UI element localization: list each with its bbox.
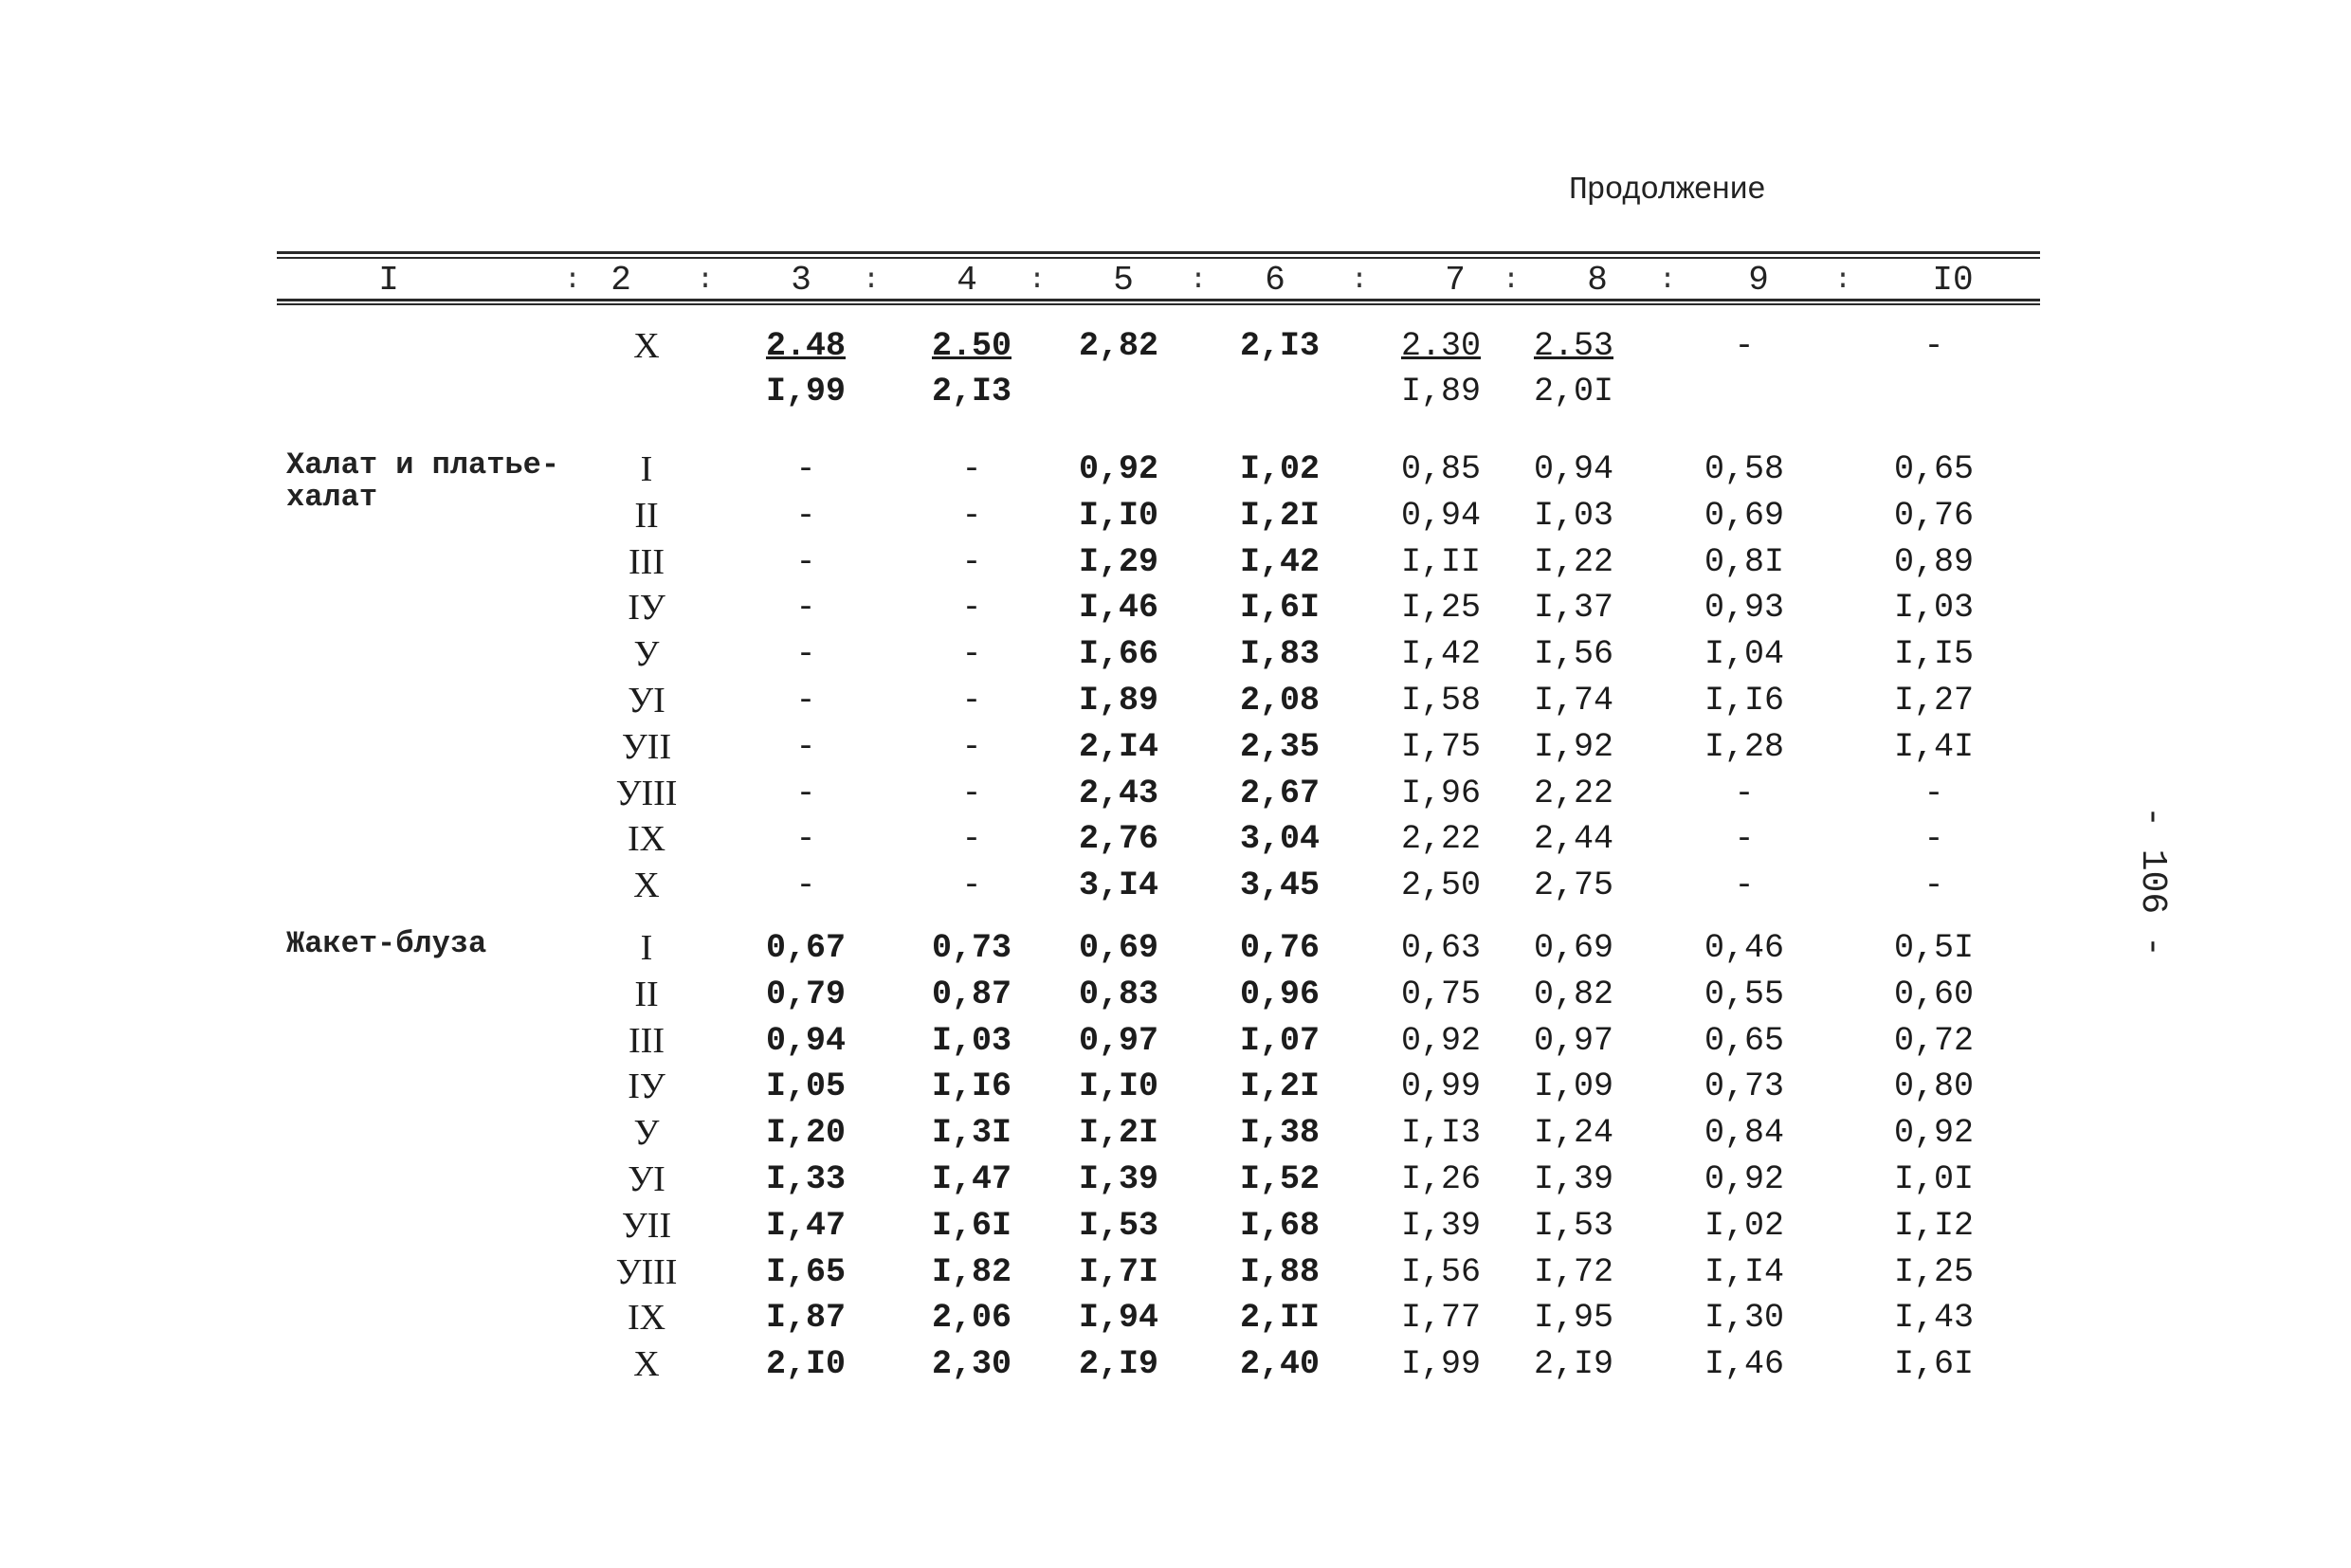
table-cell: 2,I4 [1078, 728, 1158, 766]
table-cell: 3,45 [1239, 866, 1320, 904]
table-cell: 2,06 [931, 1299, 1011, 1337]
table-cell: 0,84 [1704, 1114, 1784, 1152]
table-cell: I,20 [765, 1114, 846, 1152]
table-cell: I,4I [1893, 728, 1974, 766]
table-cell: - [961, 728, 982, 766]
table-cell: - [1734, 866, 1755, 904]
table-cell: - [1923, 820, 1944, 858]
table-cell: 0,69 [1533, 929, 1613, 967]
table-cell: I,82 [931, 1253, 1011, 1291]
table-cell: I,2I [1239, 1067, 1320, 1105]
table-cell: 0,67 [765, 929, 846, 967]
table-cell: I,I5 [1893, 635, 1974, 673]
table-cell: I,0I [1893, 1160, 1974, 1198]
table-cell: 0,60 [1893, 975, 1974, 1013]
table-cell-top: 2,82 [1078, 327, 1158, 365]
table-cell: 0,94 [765, 1022, 846, 1060]
row-size-label: У [633, 634, 660, 674]
column-header-7: 7 [1445, 261, 1466, 300]
table-cell-bottom: 2,0I [1533, 373, 1613, 410]
row-size-label: УI [628, 1159, 665, 1199]
table-cell: I,05 [765, 1067, 846, 1105]
table-cell-top: 2.53 [1533, 327, 1613, 365]
column-header-1: I [378, 261, 399, 300]
table-top-rule-inner [277, 257, 2040, 259]
row-size-label: IУ [628, 588, 665, 628]
table-cell: - [795, 589, 816, 627]
table-cell: 0,94 [1400, 497, 1481, 535]
table-cell-bottom: I,89 [1400, 373, 1481, 410]
table-cell: I,24 [1533, 1114, 1613, 1152]
table-cell: I,42 [1400, 635, 1481, 673]
table-top-rule [277, 251, 2040, 254]
table-cell: 0,69 [1078, 929, 1158, 967]
table-cell: I,43 [1893, 1299, 1974, 1337]
table-cell: I,25 [1400, 589, 1481, 627]
table-cell: 0,89 [1893, 543, 1974, 581]
table-cell: 0,80 [1893, 1067, 1974, 1105]
table-cell: I,74 [1533, 682, 1613, 720]
table-cell: I,47 [765, 1207, 846, 1245]
row-size-label: IX [627, 1298, 666, 1338]
table-cell: - [1734, 820, 1755, 858]
table-cell: 0,97 [1533, 1022, 1613, 1060]
column-header-4: 4 [957, 261, 977, 300]
table-cell: I,I0 [1078, 1067, 1158, 1105]
table-cell: I,46 [1078, 589, 1158, 627]
table-cell: I,7I [1078, 1253, 1158, 1291]
table-cell: 0,8I [1704, 543, 1784, 581]
row-size-label: III [629, 542, 665, 582]
page-number: - 106 - [2132, 806, 2173, 957]
column-separator: : [863, 264, 881, 297]
table-cell: I,I2 [1893, 1207, 1974, 1245]
table-cell: I,88 [1239, 1253, 1320, 1291]
table-cell: I,65 [765, 1253, 846, 1291]
table-cell: I,52 [1239, 1160, 1320, 1198]
table-cell: I,6I [1239, 589, 1320, 627]
table-cell: 0,99 [1400, 1067, 1481, 1105]
table-cell: - [961, 635, 982, 673]
table-cell: I,03 [931, 1022, 1011, 1060]
column-separator: : [1351, 264, 1369, 297]
table-cell: I,25 [1893, 1253, 1974, 1291]
table-cell: I,94 [1078, 1299, 1158, 1337]
column-separator: : [1659, 264, 1677, 297]
table-cell: 2,I9 [1078, 1345, 1158, 1383]
table-cell: - [795, 682, 816, 720]
table-cell-top: 2.30 [1400, 327, 1481, 365]
table-cell: 0,94 [1533, 450, 1613, 488]
table-cell: - [961, 775, 982, 812]
table-cell: 2,44 [1533, 820, 1613, 858]
table-cell: I,38 [1239, 1114, 1320, 1152]
table-cell: 0,83 [1078, 975, 1158, 1013]
table-cell: - [961, 543, 982, 581]
table-cell: 2,II [1239, 1299, 1320, 1337]
table-cell: 0,69 [1704, 497, 1784, 535]
table-cell: I,95 [1533, 1299, 1613, 1337]
row-size-label: X [633, 1344, 660, 1384]
table-cell: I,02 [1239, 450, 1320, 488]
row-size-label: IX [627, 819, 666, 859]
table-cell: - [795, 497, 816, 535]
table-cell: I,I0 [1078, 497, 1158, 535]
row-size-label: X [633, 326, 660, 366]
row-size-label: I [640, 449, 653, 489]
column-header-10: I0 [1932, 261, 1974, 300]
header-bottom-rule-inner [277, 303, 2040, 305]
table-cell: I,I6 [1704, 682, 1784, 720]
table-cell: 0,5I [1893, 929, 1974, 967]
table-cell: 2,40 [1239, 1345, 1320, 1383]
table-cell: 0,92 [1893, 1114, 1974, 1152]
table-cell: I,30 [1704, 1299, 1784, 1337]
column-separator: : [1190, 264, 1208, 297]
table-cell: I,87 [765, 1299, 846, 1337]
table-cell-top: 2.48 [765, 327, 846, 365]
row-size-label: II [634, 496, 659, 536]
table-cell: 2,35 [1239, 728, 1320, 766]
table-cell: I,53 [1533, 1207, 1613, 1245]
continuation-label: Продолжение [1569, 173, 1765, 208]
table-cell: - [961, 866, 982, 904]
row-size-label: I [640, 928, 653, 968]
table-cell: 2,50 [1400, 866, 1481, 904]
column-header-8: 8 [1587, 261, 1608, 300]
column-header-9: 9 [1748, 261, 1769, 300]
row-size-label: У [633, 1113, 660, 1153]
row-size-label: УII [621, 1206, 672, 1246]
table-cell: 0,92 [1400, 1022, 1481, 1060]
table-cell: - [961, 497, 982, 535]
table-cell: 0,76 [1893, 497, 1974, 535]
table-cell: I,56 [1400, 1253, 1481, 1291]
table-cell: 2,22 [1400, 820, 1481, 858]
table-cell: I,68 [1239, 1207, 1320, 1245]
table-cell: 0,93 [1704, 589, 1784, 627]
table-cell-top: 2.50 [931, 327, 1011, 365]
table-cell: I,I3 [1400, 1114, 1481, 1152]
column-separator: : [1029, 264, 1047, 297]
table-cell: I,02 [1704, 1207, 1784, 1245]
row-size-label: III [629, 1021, 665, 1061]
row-size-label: УIII [615, 1252, 678, 1292]
column-header-5: 5 [1113, 261, 1134, 300]
table-cell: I,53 [1078, 1207, 1158, 1245]
table-cell: 0,73 [931, 929, 1011, 967]
table-cell: - [795, 728, 816, 766]
table-cell: I,29 [1078, 543, 1158, 581]
column-separator: : [564, 264, 582, 297]
table-cell: - [961, 820, 982, 858]
table-cell: 0,55 [1704, 975, 1784, 1013]
table-cell: 0,92 [1078, 450, 1158, 488]
table-cell: I,56 [1533, 635, 1613, 673]
table-cell-bottom: I,99 [765, 373, 846, 410]
table-cell: I,33 [765, 1160, 846, 1198]
table-cell: 0,73 [1704, 1067, 1784, 1105]
row-size-label: X [633, 866, 660, 905]
table-cell: I,07 [1239, 1022, 1320, 1060]
table-cell: I,28 [1704, 728, 1784, 766]
row-size-label: УI [628, 681, 665, 720]
table-cell-top: - [1923, 327, 1944, 365]
table-cell: - [795, 820, 816, 858]
table-cell: I,89 [1078, 682, 1158, 720]
table-cell: 2,I0 [765, 1345, 846, 1383]
table-cell: 2,08 [1239, 682, 1320, 720]
table-cell: - [795, 450, 816, 488]
table-cell: I,39 [1400, 1207, 1481, 1245]
table-cell: I,6I [931, 1207, 1011, 1245]
table-cell: 2,75 [1533, 866, 1613, 904]
table-cell: I,75 [1400, 728, 1481, 766]
column-header-3: 3 [791, 261, 811, 300]
table-cell: 0,46 [1704, 929, 1784, 967]
table-cell: I,58 [1400, 682, 1481, 720]
table-cell: 2,22 [1533, 775, 1613, 812]
table-cell: 0,65 [1704, 1022, 1784, 1060]
table-cell: 0,87 [931, 975, 1011, 1013]
table-cell: - [795, 543, 816, 581]
table-cell: I,22 [1533, 543, 1613, 581]
table-cell: 0,75 [1400, 975, 1481, 1013]
table-cell: - [961, 682, 982, 720]
row-size-label: УIII [615, 774, 678, 813]
table-cell: 0,92 [1704, 1160, 1784, 1198]
column-separator: : [697, 264, 715, 297]
table-cell: 2,30 [931, 1345, 1011, 1383]
row-size-label: IУ [628, 1067, 665, 1106]
table-cell: I,27 [1893, 682, 1974, 720]
row-size-label: II [634, 975, 659, 1014]
table-cell: I,77 [1400, 1299, 1481, 1337]
table-cell: I,2I [1239, 497, 1320, 535]
table-cell: I,I4 [1704, 1253, 1784, 1291]
table-cell: 0,72 [1893, 1022, 1974, 1060]
table-cell: I,2I [1078, 1114, 1158, 1152]
table-cell: I,46 [1704, 1345, 1784, 1383]
table-cell: I,96 [1400, 775, 1481, 812]
table-cell: - [961, 589, 982, 627]
table-cell: I,09 [1533, 1067, 1613, 1105]
table-cell: I,26 [1400, 1160, 1481, 1198]
table-cell: 0,82 [1533, 975, 1613, 1013]
table-cell: 2,67 [1239, 775, 1320, 812]
table-cell: 0,58 [1704, 450, 1784, 488]
table-cell: 0,65 [1893, 450, 1974, 488]
table-cell: I,04 [1704, 635, 1784, 673]
column-header-6: 6 [1265, 261, 1285, 300]
table-cell: 2,76 [1078, 820, 1158, 858]
table-cell: I,03 [1533, 497, 1613, 535]
table-cell: - [1923, 775, 1944, 812]
table-cell: - [795, 635, 816, 673]
table-cell: 0,85 [1400, 450, 1481, 488]
table-cell: I,39 [1078, 1160, 1158, 1198]
table-cell: 2,I9 [1533, 1345, 1613, 1383]
table-cell: - [1923, 866, 1944, 904]
table-cell: I,03 [1893, 589, 1974, 627]
table-cell: I,39 [1533, 1160, 1613, 1198]
table-cell: - [1734, 775, 1755, 812]
table-cell: 0,63 [1400, 929, 1481, 967]
table-cell: I,83 [1239, 635, 1320, 673]
table-cell: I,6I [1893, 1345, 1974, 1383]
table-cell: - [795, 866, 816, 904]
table-cell: - [795, 775, 816, 812]
table-cell: 2,43 [1078, 775, 1158, 812]
column-separator: : [1834, 264, 1852, 297]
group-label: Халат и платье- халат [286, 447, 560, 515]
table-cell: I,92 [1533, 728, 1613, 766]
table-cell-top: 2,I3 [1239, 327, 1320, 365]
table-cell: I,72 [1533, 1253, 1613, 1291]
column-header-2: 2 [611, 261, 631, 300]
table-cell: I,I6 [931, 1067, 1011, 1105]
table-cell: 0,76 [1239, 929, 1320, 967]
table-cell: 0,97 [1078, 1022, 1158, 1060]
table-cell: I,99 [1400, 1345, 1481, 1383]
table-cell-bottom: 2,I3 [931, 373, 1011, 410]
table-cell: I,42 [1239, 543, 1320, 581]
table-cell: 3,04 [1239, 820, 1320, 858]
table-cell: 0,96 [1239, 975, 1320, 1013]
row-size-label: УII [621, 727, 672, 767]
table-cell: I,66 [1078, 635, 1158, 673]
table-cell: I,3I [931, 1114, 1011, 1152]
table-cell: 3,I4 [1078, 866, 1158, 904]
table-cell: I,47 [931, 1160, 1011, 1198]
group-label: Жакет-блуза [286, 926, 487, 961]
table-cell-top: - [1734, 327, 1755, 365]
table-cell: 0,79 [765, 975, 846, 1013]
column-separator: : [1503, 264, 1521, 297]
table-cell: I,37 [1533, 589, 1613, 627]
table-cell: - [961, 450, 982, 488]
table-cell: I,II [1400, 543, 1481, 581]
